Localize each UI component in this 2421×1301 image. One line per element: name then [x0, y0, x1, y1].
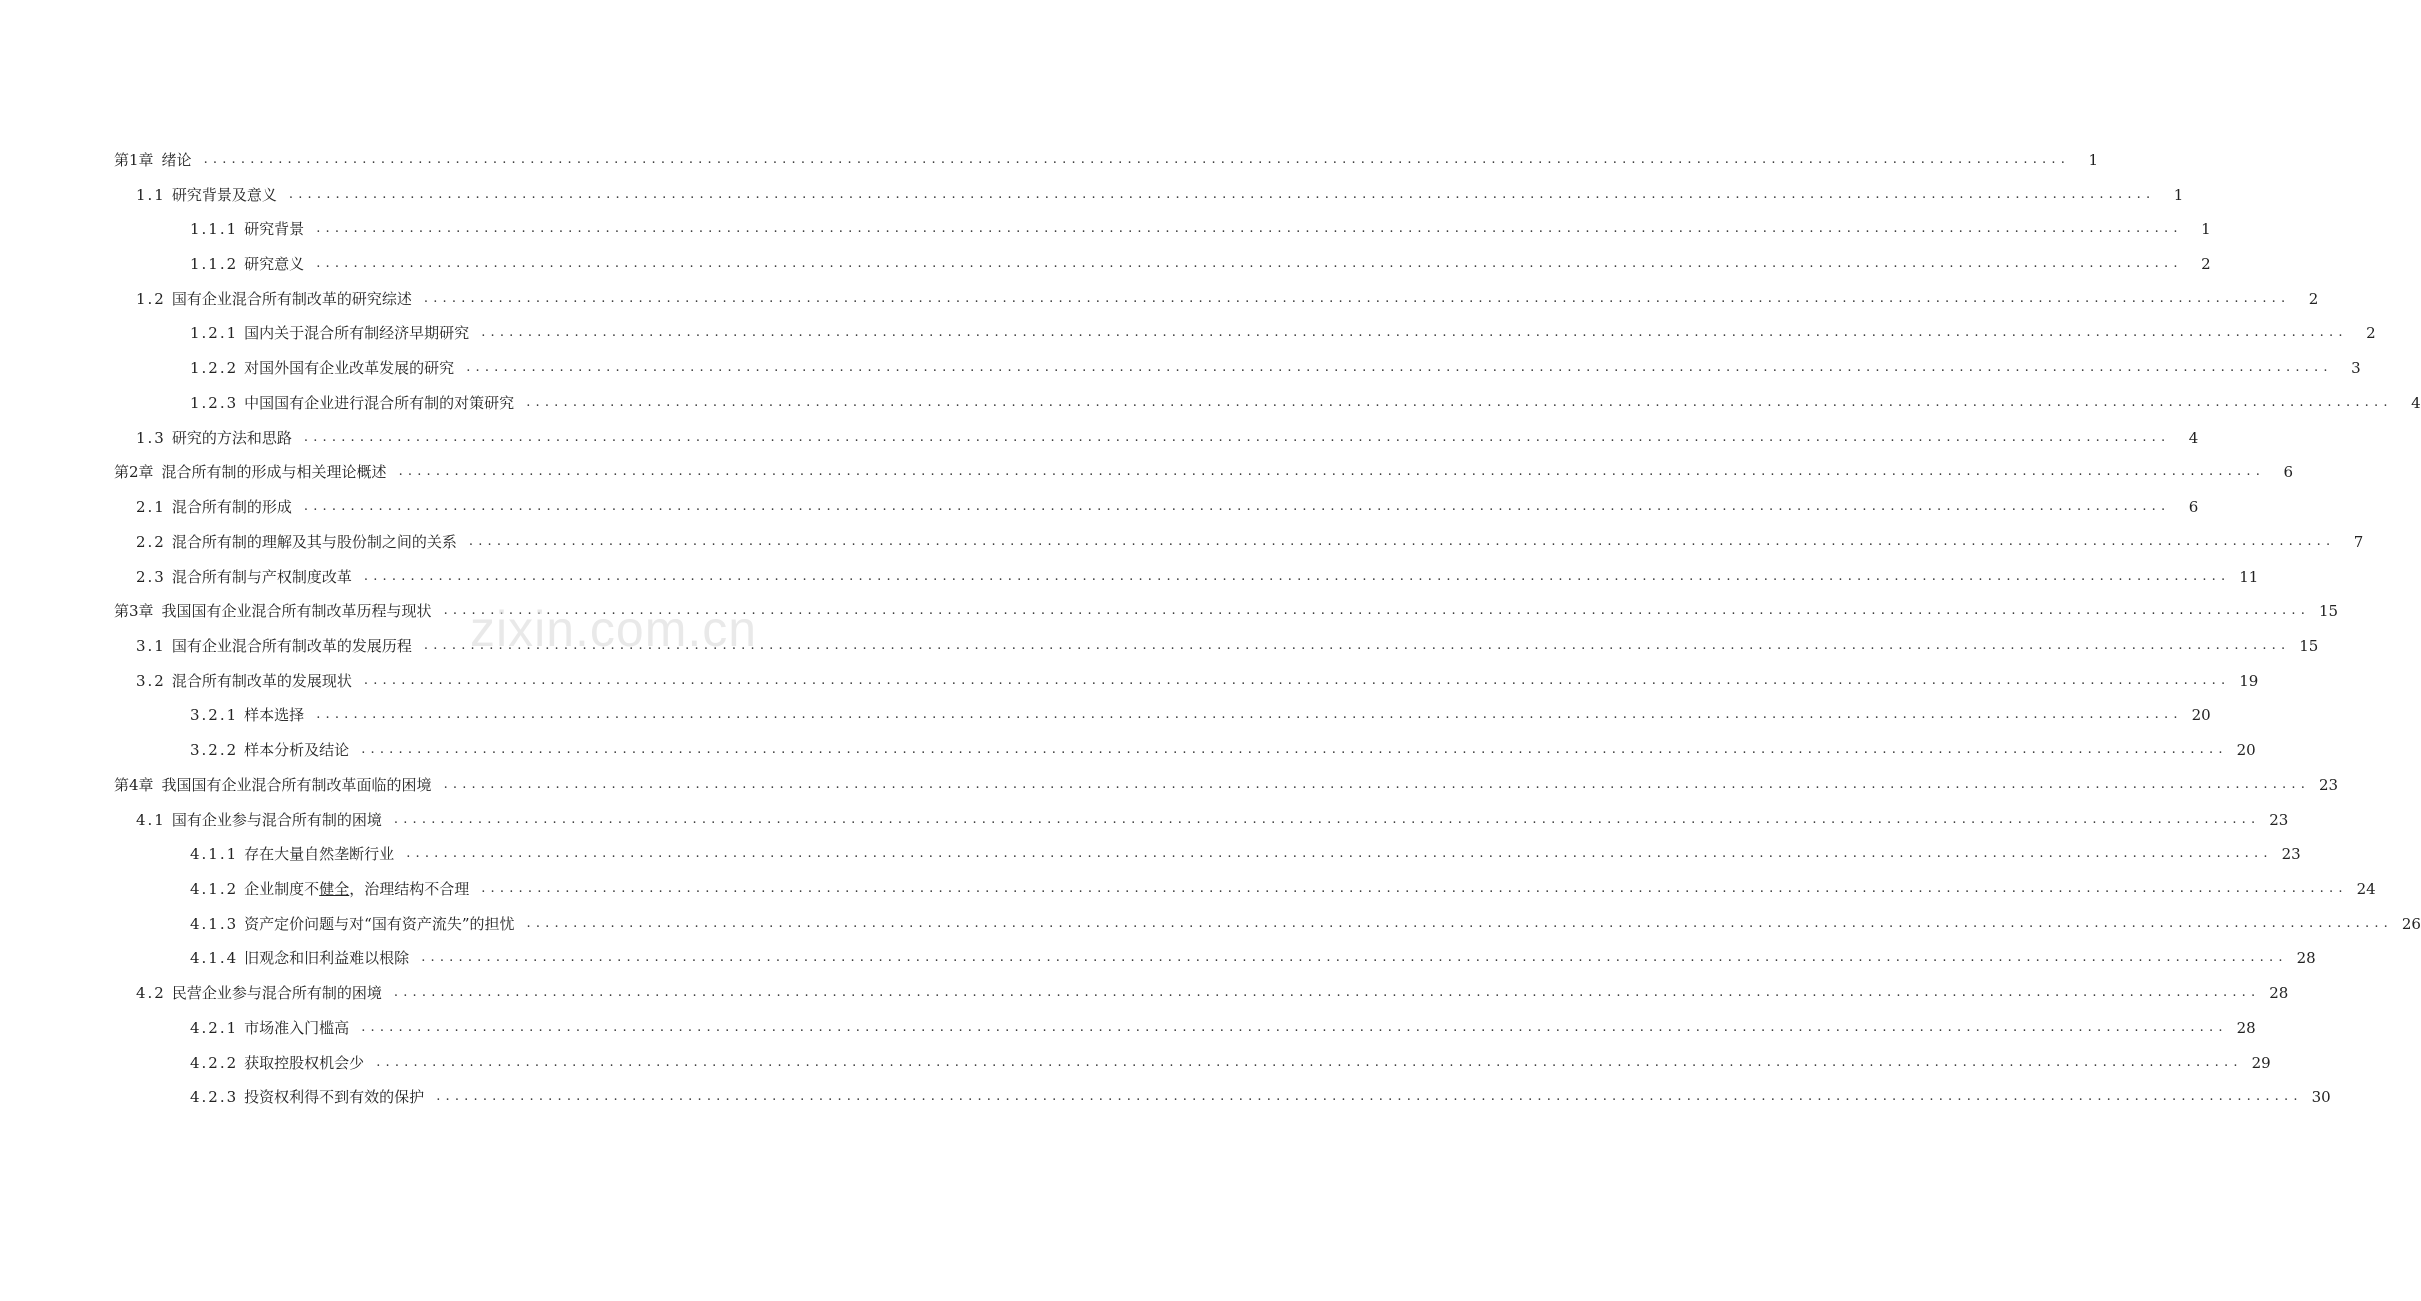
page-number: 6 — [2283, 463, 2294, 481]
entry-title-pre: 企业制度不 — [244, 880, 320, 898]
section-number: 1.1.2 — [190, 255, 239, 273]
page-number: 15 — [2318, 602, 2339, 620]
toc-entry[interactable] — [0, 318, 2376, 348]
dot-leader: ........................................................................................................................................................................................................ — [361, 1020, 2228, 1035]
entry-title: 我国国有企业混合所有制改革面临的困境 — [161, 776, 432, 794]
page-number: 2 — [2308, 290, 2319, 308]
entry-title: 国有企业混合所有制改革的发展历程 — [171, 637, 412, 655]
entry-title: 存在大量自然垄断行业 — [244, 845, 395, 863]
dot-leader: ........................................................................................................................................................................................................ — [361, 742, 2228, 757]
section-number: 4.2.1 — [190, 1019, 239, 1037]
entry-title: 样本分析及结论 — [244, 741, 350, 759]
toc-entry[interactable] — [0, 1013, 2256, 1043]
entry-title: 混合所有制的理解及其与股份制之间的关系 — [171, 533, 457, 551]
entry-title: 中国国有企业进行混合所有制的对策研究 — [244, 394, 515, 412]
toc-entry[interactable] — [0, 909, 2421, 939]
toc-entry[interactable] — [0, 805, 2289, 835]
page-number: 1 — [2088, 151, 2099, 169]
dot-leader: ........................................................................................................................................................................................................ — [376, 1055, 2243, 1070]
toc-entry[interactable] — [0, 839, 2301, 869]
entry-title: 对国外国有企业改革发展的研究 — [244, 359, 455, 377]
page-number: 3 — [2351, 359, 2361, 377]
entry-title: 混合所有制改革的发展现状 — [171, 672, 352, 690]
section-number: 2.1 — [136, 498, 166, 516]
entry-title-post: ，治理结构不合理 — [349, 880, 470, 898]
toc-entry[interactable] — [0, 978, 2289, 1008]
entry-title: 国内关于混合所有制经济早期研究 — [244, 324, 470, 342]
page-number: 2 — [2201, 255, 2211, 273]
section-number: 1.2.1 — [190, 324, 239, 342]
dot-leader: ........................................................................................................................................................................................................ — [363, 569, 2231, 584]
toc-entry[interactable] — [0, 214, 2211, 244]
page-number: 23 — [2318, 776, 2339, 794]
page-number: 1 — [2173, 186, 2184, 204]
entry-title-underlined: 健全 — [319, 880, 350, 898]
entry-title: 研究的方法和思路 — [171, 429, 292, 447]
dot-leader: ........................................................................................................................................................................................................ — [316, 256, 2183, 271]
page-number: 19 — [2239, 672, 2259, 690]
dot-leader: ........................................................................................................................................................................................................ — [421, 950, 2288, 965]
dot-leader: ........................................................................................................................................................................................................ — [423, 291, 2291, 306]
toc-entry[interactable] — [0, 735, 2256, 765]
page-number: 28 — [2269, 984, 2289, 1002]
page-number: 20 — [2236, 741, 2256, 759]
dot-leader: ........................................................................................................................................................................................................ — [363, 673, 2231, 688]
toc-entry[interactable] — [0, 388, 2421, 418]
section-number: 1.1.1 — [190, 220, 239, 238]
dot-leader: ........................................................................................................................................................................................................ — [316, 707, 2183, 722]
dot-leader: ........................................................................................................................................................................................................ — [303, 430, 2171, 445]
entry-title: 国有企业混合所有制改革的研究综述 — [171, 290, 412, 308]
dot-leader: ........................................................................................................................................................................................................ — [393, 985, 2261, 1000]
toc-entry[interactable] — [0, 874, 2376, 904]
dot-leader: ........................................................................................................................................................................................................ — [288, 187, 2156, 202]
entry-title: 旧观念和旧利益难以根除 — [244, 949, 410, 967]
section-number: 2.3 — [136, 568, 166, 586]
section-number: 4.1 — [136, 811, 166, 829]
toc-entry[interactable] — [0, 596, 2339, 626]
section-number: 1.2 — [136, 290, 166, 308]
section-number: 1.2.3 — [190, 394, 239, 412]
page-number: 1 — [2201, 220, 2211, 238]
section-number: 2.2 — [136, 533, 166, 551]
page-number: 23 — [2269, 811, 2289, 829]
section-number: 1.2.2 — [190, 359, 239, 377]
dot-leader: ........................................................................................................................................................................................................ — [436, 1089, 2303, 1104]
dot-leader: ........................................................................................................................................................................................................ — [468, 534, 2336, 549]
section-number: 4.2.3 — [190, 1088, 239, 1106]
section-number: 4.2 — [136, 984, 166, 1002]
chapter-number: 第4章 — [114, 776, 154, 794]
dot-leader: ........................................................................................................................................................................................................ — [398, 464, 2266, 479]
watermark: zixin.com.cn — [470, 601, 758, 657]
section-number: 4.1.2 — [190, 880, 239, 898]
dot-leader: ........................................................................................................................................................................................................ — [443, 603, 2311, 618]
dot-leader: ........................................................................................................................................................................................................ — [481, 881, 2348, 896]
toc-entry[interactable] — [0, 631, 2319, 661]
entry-title: 混合所有制的形成与相关理论概述 — [161, 463, 387, 481]
page-number: 28 — [2236, 1019, 2256, 1037]
section-number: 4.2.2 — [190, 1054, 239, 1072]
page-number: 15 — [2299, 637, 2319, 655]
dot-leader: ........................................................................................................................................................................................................ — [443, 777, 2311, 792]
toc-entry[interactable] — [0, 943, 2316, 973]
page-number: 29 — [2251, 1054, 2271, 1072]
dot-leader: ........................................................................................................................................................................................................ — [303, 499, 2171, 514]
dot-leader: ........................................................................................................................................................................................................ — [481, 325, 2348, 340]
toc-entry[interactable] — [0, 700, 2211, 730]
section-number: 3.2.1 — [190, 706, 239, 724]
page-number: 30 — [2311, 1088, 2331, 1106]
dot-leader: ........................................................................................................................................................................................................ — [316, 221, 2183, 236]
entry-title: 民营企业参与混合所有制的困境 — [171, 984, 382, 1002]
section-number: 3.2 — [136, 672, 166, 690]
toc-entry[interactable] — [0, 353, 2361, 383]
entry-title: 绪论 — [161, 151, 192, 169]
toc-entry[interactable] — [0, 492, 2199, 522]
section-number: 4.1.3 — [190, 915, 239, 933]
chapter-number: 第1章 — [114, 151, 154, 169]
toc-entry[interactable] — [0, 249, 2211, 279]
page-number: 7 — [2353, 533, 2364, 551]
toc-entry[interactable] — [0, 770, 2339, 800]
entry-title: 我国国有企业混合所有制改革历程与现状 — [161, 602, 432, 620]
toc-entry[interactable] — [0, 284, 2319, 314]
section-number: 4.1.1 — [190, 845, 239, 863]
toc-entry[interactable] — [0, 180, 2184, 210]
toc-entry[interactable] — [0, 423, 2199, 453]
dot-leader: ........................................................................................................................................................................................................ — [526, 916, 2393, 931]
entry-title: 获取控股权机会少 — [244, 1054, 365, 1072]
page-number: 4 — [2411, 394, 2421, 412]
toc-entry[interactable] — [0, 1082, 2331, 1112]
dot-leader: ........................................................................................................................................................................................................ — [203, 152, 2071, 167]
dot-leader: ........................................................................................................................................................................................................ — [406, 846, 2273, 861]
entry-title: 市场准入门槛高 — [244, 1019, 350, 1037]
page-number: 4 — [2188, 429, 2199, 447]
page-number: 26 — [2401, 915, 2421, 933]
entry-title: 混合所有制与产权制度改革 — [171, 568, 352, 586]
toc-entry[interactable] — [0, 457, 2294, 487]
chapter-number: 第2章 — [114, 463, 154, 481]
entry-title: 样本选择 — [244, 706, 305, 724]
section-number: 3.1 — [136, 637, 166, 655]
dot-leader: ........................................................................................................................................................................................................ — [393, 812, 2261, 827]
section-number: 4.1.4 — [190, 949, 239, 967]
entry-title: 资产定价问题与对“国有资产流失”的担忧 — [244, 915, 515, 933]
toc-entry[interactable] — [0, 562, 2259, 592]
dot-leader: ........................................................................................................................................................................................................ — [526, 395, 2393, 410]
toc-entry[interactable] — [0, 1048, 2271, 1078]
page-number: 20 — [2191, 706, 2211, 724]
page-number: 28 — [2296, 949, 2316, 967]
page-number: 24 — [2356, 880, 2376, 898]
page-number: 6 — [2188, 498, 2199, 516]
entry-title: 混合所有制的形成 — [171, 498, 292, 516]
dot-leader: ........................................................................................................................................................................................................ — [466, 360, 2333, 375]
entry-title: 研究意义 — [244, 255, 305, 273]
toc-entry[interactable] — [0, 527, 2364, 557]
toc-entry[interactable] — [0, 666, 2259, 696]
chapter-number: 第3章 — [114, 602, 154, 620]
entry-title: 投资权利得不到有效的保护 — [244, 1088, 425, 1106]
dot-leader: ........................................................................................................................................................................................................ — [423, 638, 2291, 653]
page-number: 23 — [2281, 845, 2301, 863]
page-number: 2 — [2366, 324, 2376, 342]
entry-title: 研究背景及意义 — [171, 186, 277, 204]
entry-title: 研究背景 — [244, 220, 305, 238]
entry-title: 国有企业参与混合所有制的困境 — [171, 811, 382, 829]
section-number: 1.1 — [136, 186, 166, 204]
toc-entry[interactable] — [0, 145, 2099, 175]
section-number: 1.3 — [136, 429, 166, 447]
page-number: 11 — [2239, 568, 2259, 586]
section-number: 3.2.2 — [190, 741, 239, 759]
